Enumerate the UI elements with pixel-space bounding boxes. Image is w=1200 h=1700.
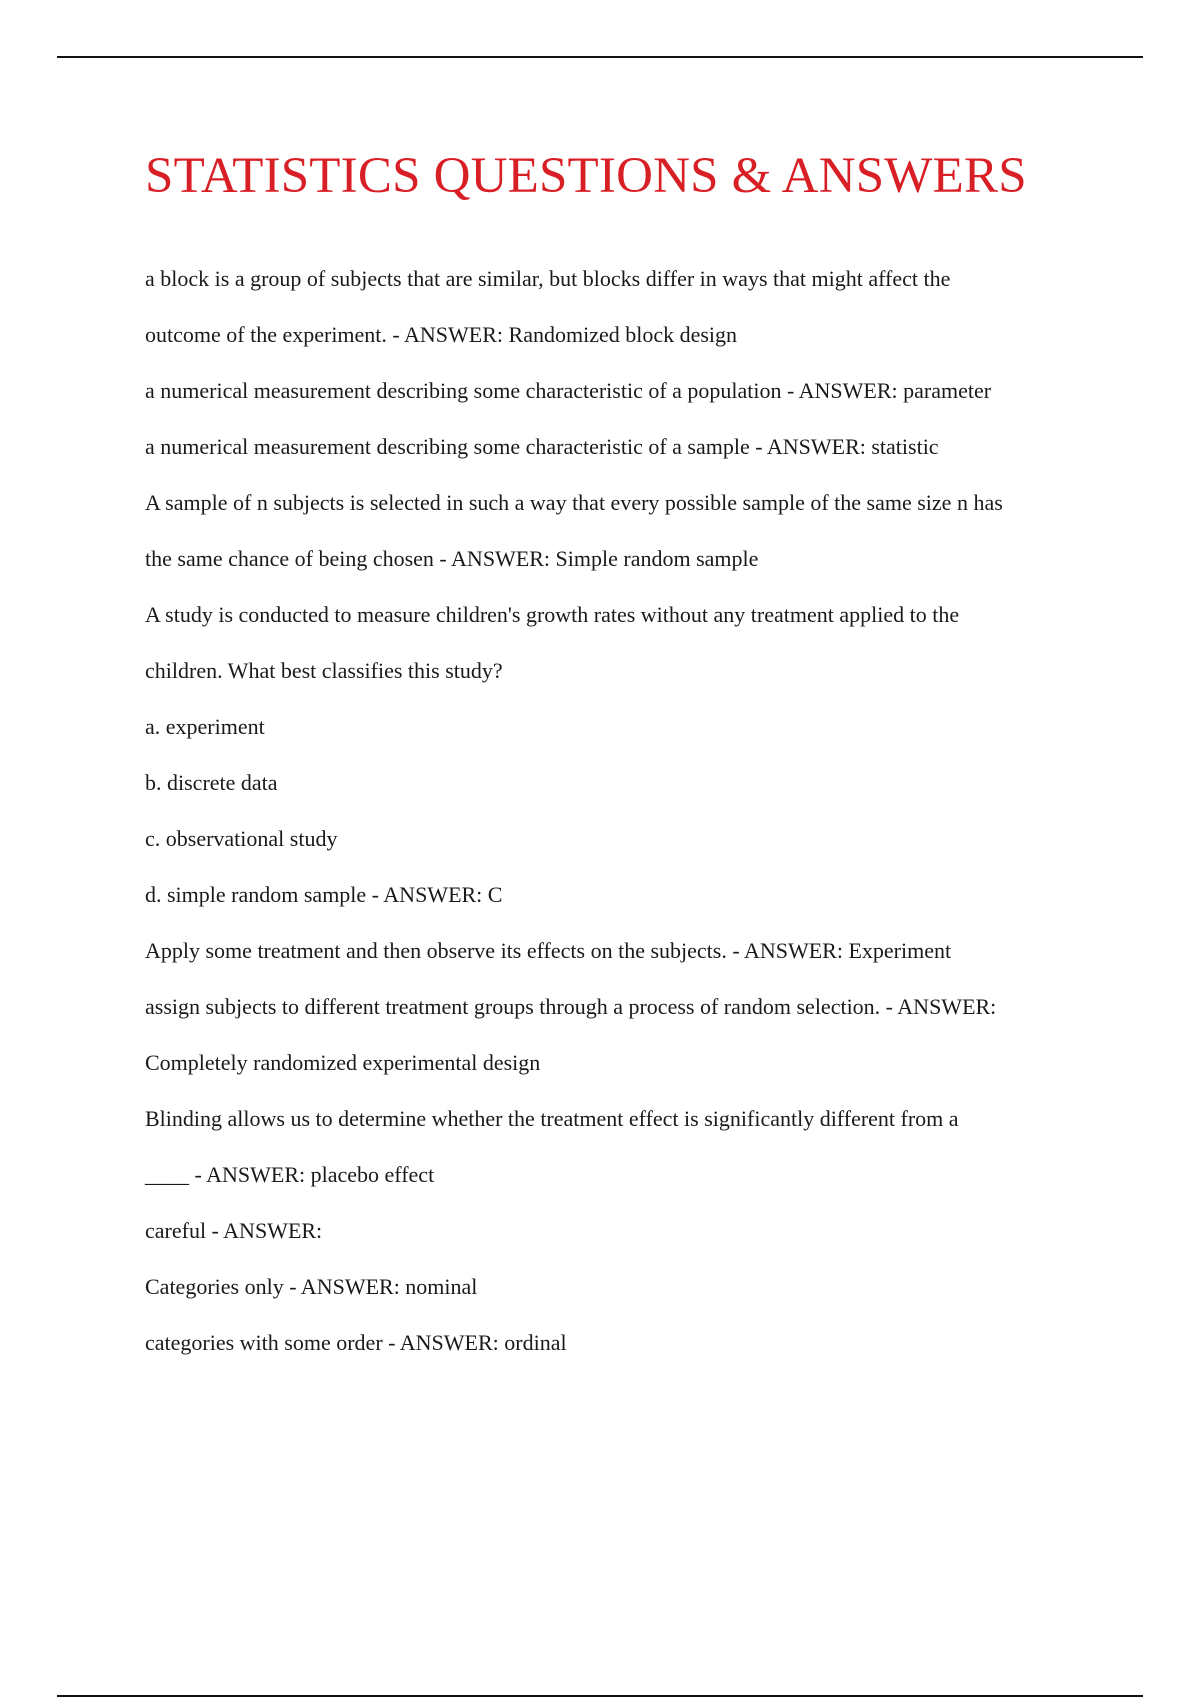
text-line: b. discrete data: [145, 770, 278, 795]
text-line: careful - ANSWER:: [145, 1218, 323, 1243]
text-line: d. simple random sample - ANSWER: C: [145, 882, 503, 907]
text-line: A sample of n subjects is selected in such a way that every possible sample of the same size n has: [145, 490, 1003, 515]
text-line: a numerical measurement describing some characteristic of a population - ANSWER: parameter: [145, 378, 992, 403]
text-line: a. experiment: [145, 714, 265, 739]
text-line: a block is a group of subjects that are similar, but blocks differ in ways that might affect the: [145, 266, 951, 291]
qa-text-body: [145, 262, 1003, 1382]
text-line: a numerical measurement describing some characteristic of a sample - ANSWER: statistic: [145, 434, 939, 459]
text-line: outcome of the experiment. - ANSWER: Randomized block design: [145, 322, 738, 347]
text-line: Completely randomized experimental design: [145, 1050, 541, 1075]
top-rule: [57, 56, 1143, 58]
text-line: children. What best classifies this study?: [145, 658, 503, 683]
document-title: STATISTICS QUESTIONS & ANSWERS: [145, 148, 1027, 204]
text-line: Blinding allows us to determine whether the treatment effect is significantly different from a: [145, 1106, 959, 1131]
bottom-rule: [57, 1695, 1143, 1697]
text-line: c. observational study: [145, 826, 338, 851]
text-line: categories with some order - ANSWER: ordinal: [145, 1330, 567, 1355]
text-line: ____ - ANSWER: placebo effect: [145, 1162, 435, 1187]
text-line: A study is conducted to measure children's growth rates without any treatment applied to the: [145, 602, 960, 627]
text-line: the same chance of being chosen - ANSWER: Simple random sample: [145, 546, 759, 571]
text-line: Categories only - ANSWER: nominal: [145, 1274, 478, 1299]
text-line: Apply some treatment and then observe its effects on the subjects. - ANSWER: Experiment: [145, 938, 952, 963]
text-line: assign subjects to different treatment groups through a process of random selection. - ANSWER:: [145, 994, 997, 1019]
